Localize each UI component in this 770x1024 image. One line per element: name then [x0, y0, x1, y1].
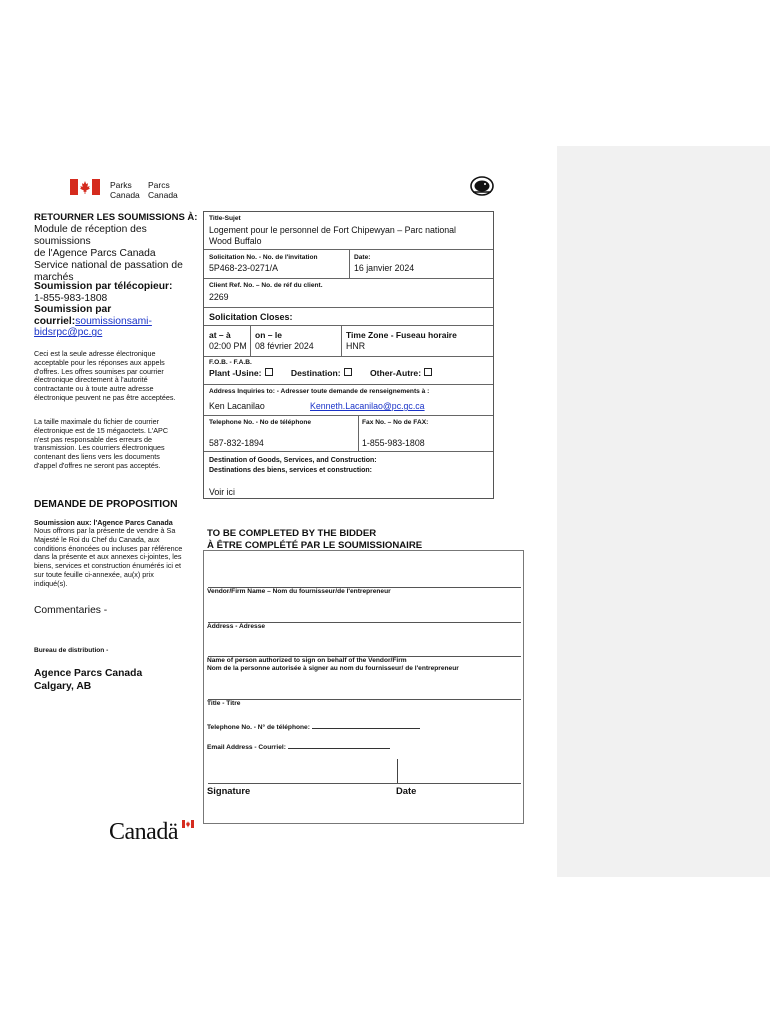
destination-labels: Destination of Goods, Services, and Construction: Destinations des biens, services et construction:	[209, 457, 377, 474]
canada-wordmark: Canadä	[109, 819, 178, 845]
date-field[interactable]	[398, 759, 518, 783]
on-label: on – le	[255, 330, 282, 340]
solicitation-label: Solicitation No. - No. de l'invitation	[209, 254, 318, 261]
other-checkbox[interactable]	[424, 368, 432, 376]
title-role-label: Title - Titre	[207, 700, 241, 707]
wordmark-flag-icon	[182, 820, 194, 828]
offer-text: Nous offrons par la présente de vendre à Sa Majesté le Roi du Chef du Canada, aux conditions énoncées ou incluses par référence dans la présente et aux annexes ci-jointes, les biens, services et construction énumérés ici et sur toute feuille ci-annexée, au(x) prix indiqué(s).	[34, 526, 183, 588]
plant-checkbox[interactable]	[265, 368, 273, 376]
fax-label: Fax No. – No de FAX:	[362, 419, 429, 426]
file-size-note: La taille maximale du fichier de courrier électronique est de 15 mégaoctets. L'APC n'est pas responsable des erreurs de transmission. Les courriers électroniques contenant des liens vers les documents d'appel d'offres ne seront pas acceptés.	[34, 417, 169, 470]
bidder-email-row: Email Address - Courriel:	[207, 740, 390, 752]
destination-checkbox[interactable]	[344, 368, 352, 376]
email-link-part1[interactable]: soumissionsami-	[75, 315, 152, 327]
bidder-email-field[interactable]	[288, 740, 390, 749]
bidder-phone-row: Telephone No. - N° de téléphone:	[207, 720, 420, 732]
destination-value: Voir ici	[209, 487, 235, 497]
bidder-date-label: Date	[396, 785, 417, 796]
address-field[interactable]	[207, 612, 520, 622]
signature-label: Signature	[207, 785, 251, 796]
inquiries-email-link[interactable]: Kenneth.Lacanilao@pc.gc.ca	[310, 401, 425, 411]
canada-flag-icon	[70, 179, 100, 195]
email-note: Ceci est la seule adresse électronique acceptable pour les réponses aux appels d'offres. Les offres soumises par courrier électronique directement à l'autorité contractante ou à toute autre adresse électronique peuvent ne pas être acceptées.	[34, 349, 176, 402]
address-label: Address - Adresse	[207, 623, 266, 630]
client-ref-value: 2269	[209, 292, 229, 302]
bidder-heading: TO BE COMPLETED BY THE BIDDER À ÊTRE COMPLÉTÉ PAR LE SOUMISSIONAIRE	[207, 528, 423, 551]
distribution-label: Bureau de distribution -	[34, 647, 109, 654]
phone-label: Telephone No. - No de téléphone	[209, 419, 312, 426]
date-value: 16 janvier 2024	[354, 263, 415, 273]
vendor-name-label: Vendor/Firm Name – Nom du fournisseur/de l'entrepreneur	[207, 588, 391, 595]
email-link-part2[interactable]: bidsrpc@pc.gc	[34, 327, 103, 339]
rfp-heading: DEMANDE DE PROPOSITION	[34, 499, 178, 510]
bid-to: Soumission aux: l'Agence Parcs Canada	[34, 518, 173, 527]
solicitation-closes-label: Solicitation Closes:	[209, 312, 293, 322]
distribution-office: Agence Parcs Canada Calgary, AB	[34, 668, 143, 692]
fob-options: Plant -Usine: Destination: Other-Autre:	[209, 368, 432, 378]
closing-time: 02:00 PM	[209, 341, 247, 351]
return-heading: RETOURNER LES SOUMISSIONS À:	[34, 212, 198, 223]
authorized-person-field[interactable]	[207, 646, 520, 656]
date-label: Date:	[354, 254, 371, 261]
title-role-field[interactable]	[207, 689, 520, 699]
title-label: Title-Sujet	[209, 215, 241, 222]
phone-value: 587-832-1894	[209, 438, 264, 448]
authorized-person-label: Name of person authorized to sign on behalf of the Vendor/Firm Nom de la personne autorisée à signer au nom du fournisseur/ de l'entrepreneur	[207, 657, 459, 672]
return-address: Module de réception des soumissions de l'Agence Parcs Canada Service national de passation de marchés	[34, 224, 183, 283]
title-value: Logement pour le personnel de Fort Chipewyan – Parc national Wood Buffalo	[209, 225, 456, 246]
at-label: at – à	[209, 330, 231, 340]
client-ref-label: Client Ref. No. – No. de réf du client.	[209, 282, 323, 289]
beaver-emblem-icon	[468, 175, 496, 197]
time-zone-value: HNR	[346, 341, 366, 351]
signature-field[interactable]	[207, 759, 397, 783]
inquiries-name: Ken Lacanilao	[209, 401, 265, 411]
fob-label: F.O.B. - F.A.B.	[209, 359, 252, 366]
vendor-name-field[interactable]	[207, 577, 520, 587]
fax-section: Soumission par télécopieur: 1-855-983-1808 Soumission par courriel:soumissionsami- bidsrpc@pc.gc	[34, 281, 173, 339]
comment-sidebar	[557, 146, 770, 877]
inquiries-label: Address Inquiries to: - Adresser toute demande de renseignements à :	[209, 388, 430, 395]
comments-label: Commentaries -	[34, 605, 108, 616]
fax-value: 1-855-983-1808	[362, 438, 425, 448]
logo-wordmark-en: Parks Canada	[110, 180, 140, 200]
closing-date: 08 février 2024	[255, 341, 314, 351]
solicitation-number: 5P468-23-0271/A	[209, 263, 278, 273]
logo-wordmark-fr: Parcs Canada	[148, 180, 178, 200]
time-zone-label: Time Zone - Fuseau horaire	[346, 330, 457, 340]
bidder-phone-field[interactable]	[312, 720, 420, 729]
